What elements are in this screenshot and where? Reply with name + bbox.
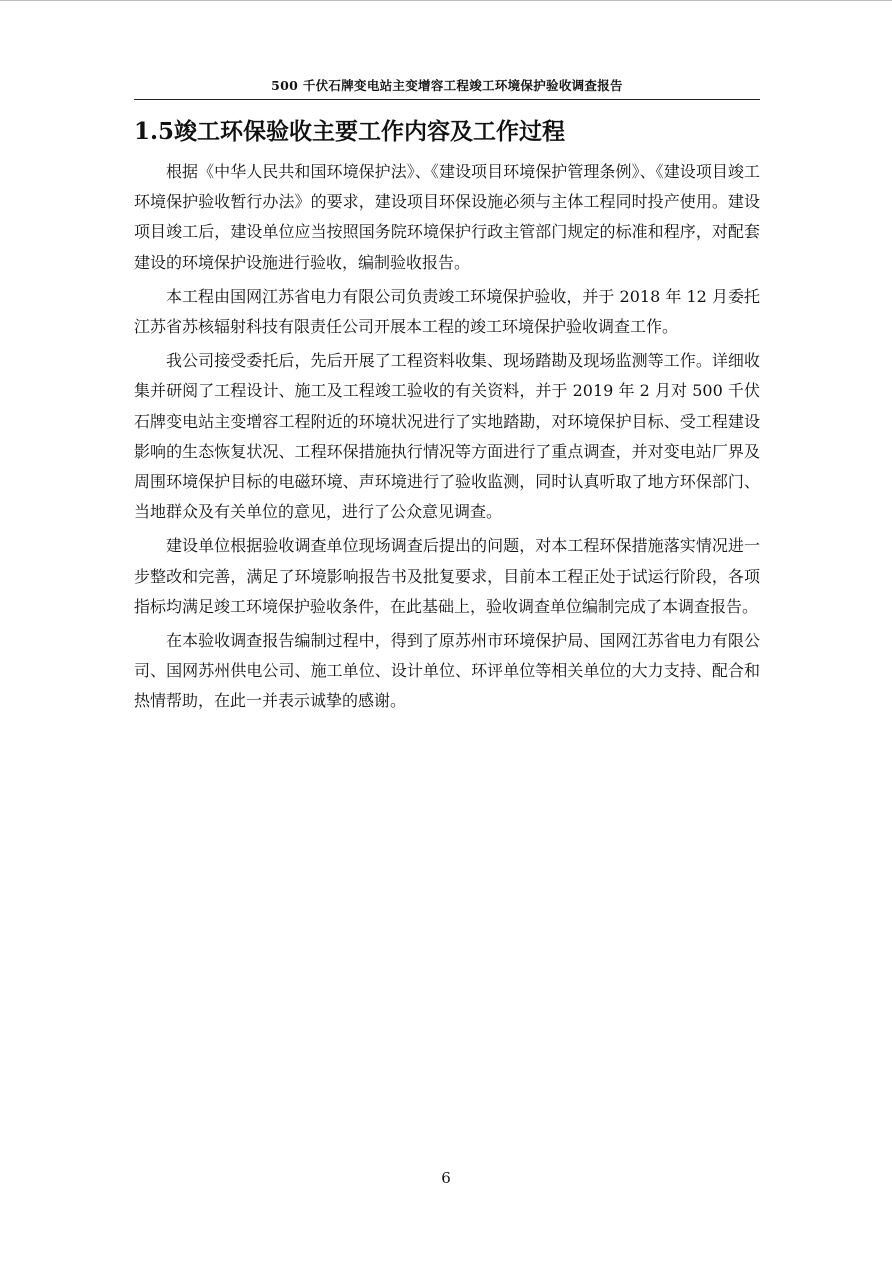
section-title: 1.5竣工环保验收主要工作内容及工作过程 — [134, 118, 566, 145]
page-top-border — [0, 0, 892, 1]
header-rule — [134, 99, 760, 100]
paragraph-acknowledgements: 在本验收调查报告编制过程中，得到了原苏州市环境保护局、国网江苏省电力有限公司、国网苏州供电公司、施工单位、设计单位、环评单位等相关单位的大力支持、配合和热情帮助，在此一并表示诚挚的感谢。 — [134, 631, 760, 711]
page-number: 6 — [441, 1169, 451, 1187]
running-header: 500 千伏石牌变电站主变增容工程竣工环境保护验收调查报告 — [271, 78, 623, 93]
body-text — [134, 157, 760, 717]
paragraph-legal-basis: 根据《中华人民共和国环境保护法》、《建设项目环境保护管理条例》、《建设项目竣工环境保护验收暂行办法》的要求，建设项目环保设施必须与主体工程同时投产使用。建设项目竣工后，建设单位应当按照国务院环境保护行政主管部门规定的标准和程序，对配套建设的环境保护设施进行验收，编制验收报告。 — [134, 162, 760, 272]
paragraph-investigation-process: 我公司接受委托后，先后开展了工程资料收集、现场踏勘及现场监测等工作。详细收集并研阅了工程设计、施工及工程竣工验收的有关资料，并于 2019 年 2 月对 500 千伏石牌变电站主变增容工程附近的环境状况进行了实地踏勘，对环境保护目标、受工程建设影响的生态恢复状况、工程环保措施执行情况等方面进行了重点调查，并对变电站厂界及周围环境保护目标的电磁环境、声环境进行了验收监测，同时认真听取了地方环保部门、当地群众及有关单位的意见，进行了公众意见调查。 — [134, 351, 760, 522]
paragraph-rectification: 建设单位根据验收调查单位现场调查后提出的问题，对本工程环保措施落实情况进一步整改和完善，满足了环境影响报告书及批复要求，目前本工程正处于试运行阶段，各项指标均满足竣工环境保护验收条件，在此基础上，验收调查单位编制完成了本调查报告。 — [134, 536, 760, 616]
paragraph-commission: 本工程由国网江苏省电力有限公司负责竣工环境保护验收，并于 2018 年 12 月委托江苏省苏核辐射科技有限责任公司开展本工程的竣工环境保护验收调查工作。 — [134, 286, 760, 337]
